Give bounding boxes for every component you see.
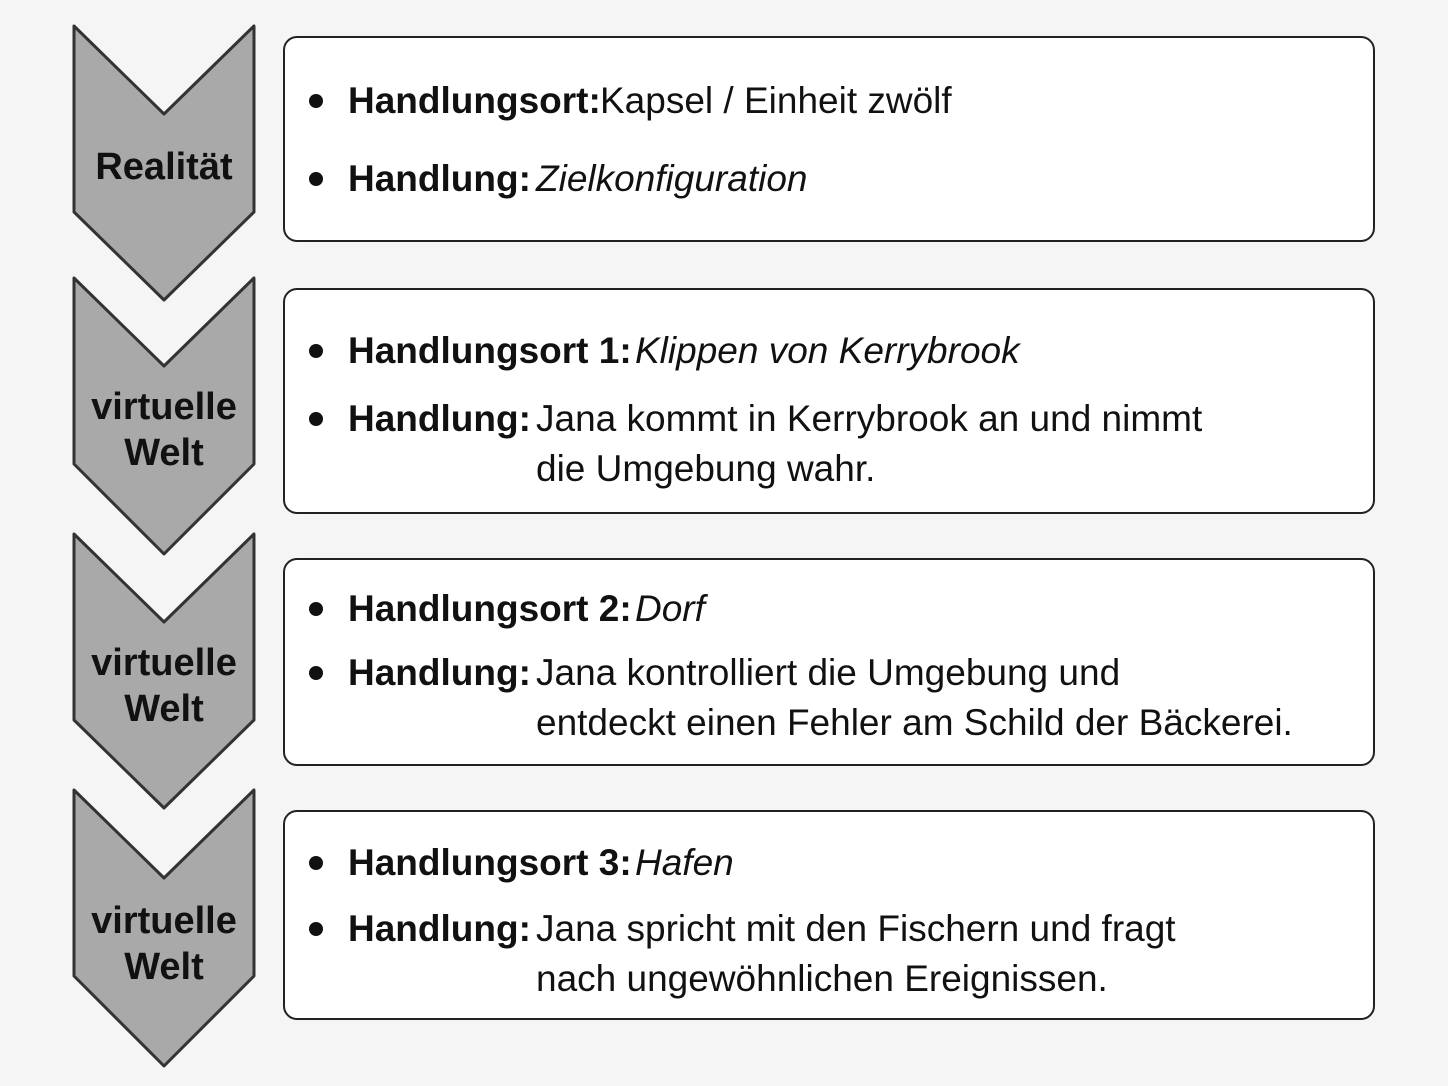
place-label: Handlungsort 3: — [348, 842, 632, 883]
stage-2-label — [72, 384, 256, 476]
stage-2-box — [283, 288, 1375, 514]
bullet-icon — [309, 856, 323, 870]
stage-4-label — [72, 898, 256, 990]
action-text-line1: Jana kontrolliert die Umgebung und — [536, 652, 1121, 693]
stage-2-chevron — [72, 276, 256, 558]
stage-3-chevron — [72, 532, 256, 812]
bullet-icon — [309, 922, 323, 936]
place-value: Dorf — [635, 588, 705, 629]
stage-4-chevron — [72, 788, 256, 1070]
stage-label-line2: Welt — [124, 432, 204, 474]
bullet-icon — [309, 412, 323, 426]
place-label: Handlungsort 1: — [348, 330, 632, 371]
action-text-line2: die Umgebung wahr. — [536, 448, 876, 489]
action-label: Handlung: — [348, 652, 531, 693]
place-value: Hafen — [635, 842, 734, 883]
place-value: Kapsel / Einheit zwölf — [600, 80, 952, 121]
action-text-line1: Jana kommt in Kerrybrook an und nimmt — [536, 398, 1203, 439]
action-text-line1: Jana spricht mit den Fischern und fragt — [536, 908, 1176, 949]
stage-1-chevron — [72, 24, 256, 304]
stage-label-line1: virtuelle — [91, 642, 237, 684]
action-label: Handlung: — [348, 908, 531, 949]
bullet-icon — [309, 94, 323, 108]
action-text-line2: entdeckt einen Fehler am Schild der Bäckerei. — [536, 702, 1293, 743]
stage-label-line1: virtuelle — [91, 386, 237, 428]
bullet-icon — [309, 666, 323, 680]
bullet-icon — [309, 602, 323, 616]
stage-1-box — [283, 36, 1375, 242]
bullet-icon — [309, 344, 323, 358]
stage-label-line1: virtuelle — [91, 900, 237, 942]
place-label: Handlungsort 2: — [348, 588, 632, 629]
place-label: Handlungsort: — [348, 80, 601, 121]
stage-label-line1: Realität — [95, 146, 233, 188]
stage-label-line2: Welt — [124, 688, 204, 730]
stage-3-box — [283, 558, 1375, 766]
action-text-line2: nach ungewöhnlichen Ereignissen. — [536, 958, 1108, 999]
stage-1-label — [72, 144, 256, 190]
stage-3-label — [72, 640, 256, 732]
bullet-icon — [309, 172, 323, 186]
action-label: Handlung: — [348, 158, 531, 199]
place-value: Klippen von Kerrybrook — [635, 330, 1020, 371]
stage-4-box — [283, 810, 1375, 1020]
stage-label-line2: Welt — [124, 946, 204, 988]
action-label: Handlung: — [348, 398, 531, 439]
action-text: Zielkonfiguration — [536, 158, 808, 199]
